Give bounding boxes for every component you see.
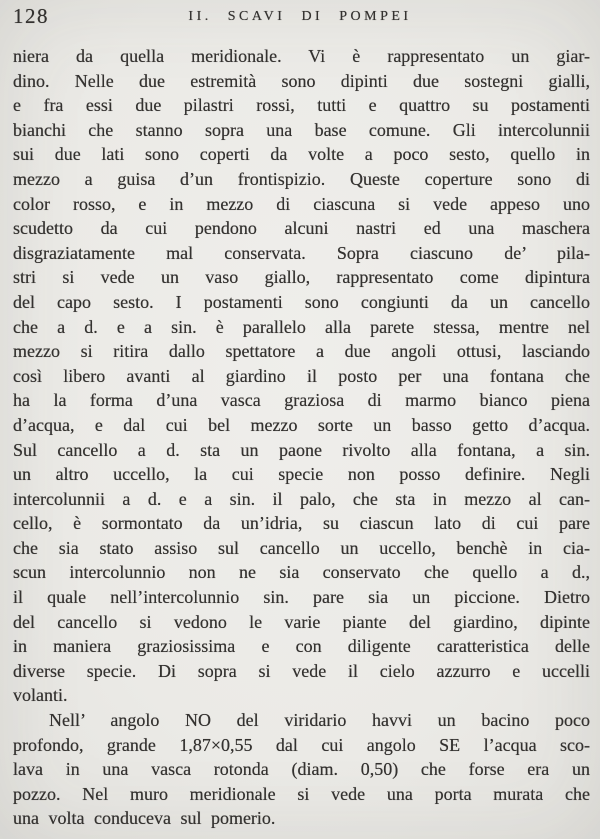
- text-line: volanti.: [13, 685, 68, 706]
- text-line: in maniera graziosissima e con diligente caratteristica delle: [13, 636, 590, 657]
- text-line: mezzo si ritira dallo spettatore a due angoli ottusi, lasciando: [13, 341, 590, 362]
- text-line: il quale nell’intercolunnio sin. pare sia un piccione. Dietro: [13, 587, 590, 608]
- paragraph-1: [13, 44, 590, 708]
- text-line: disgraziatamente mal conservata. Sopra ciascuno de’ pila-: [13, 242, 590, 263]
- text-line: così libero avanti al giardino il posto per una fontana che: [13, 365, 590, 386]
- text-line: lava in una vasca rotonda (diam. 0,50) che forse era un: [13, 759, 590, 780]
- text-line: niera da quella meridionale. Vi è rappresentato un giar-: [13, 46, 590, 66]
- body-text: [13, 44, 590, 831]
- text-line: scudetto da cui pendono alcuni nastri ed una maschera: [13, 218, 590, 239]
- text-line: sui due lati sono coperti da volte a poco sesto, quello in: [13, 144, 590, 165]
- text-line: pozzo. Nel muro meridionale si vede una porta murata che: [13, 783, 590, 804]
- text-line: un altro uccello, la cui specie non posso definire. Negli: [13, 464, 590, 485]
- page-number: 128: [13, 4, 49, 28]
- text-line: Nell’ angolo NO del viridario havvi un bacino poco: [49, 710, 590, 731]
- text-line: che sia stato assiso sul cancello un uccello, benchè in cia-: [13, 537, 590, 558]
- text-line: Sul cancello a d. sta un paone rivolto alla fontana, a sin.: [13, 439, 590, 460]
- text-line: cello, è sormontato da un’idria, su ciascun lato di cui pare: [13, 513, 590, 534]
- text-line: mezzo a guisa d’un frontispizio. Queste coperture sono di: [13, 168, 590, 189]
- text-line: e fra essi due pilastri rossi, tutti e quattro su postamenti: [13, 95, 590, 116]
- text-line: intercolunnii a d. e a sin. il palo, che sta in mezzo al can-: [13, 488, 590, 509]
- text-line: profondo, grande 1,87×0,55 dal cui angolo SE l’acqua sco-: [13, 734, 590, 755]
- text-line: stri si vede un vaso giallo, rappresentato come dipintura: [13, 267, 590, 288]
- text-line: bianchi che stanno sopra una base comune. Gli intercolunnii: [13, 119, 590, 140]
- running-title: II. SCAVI DI POMPEI: [188, 9, 412, 24]
- text-line: color rosso, e in mezzo di ciascuna si vede appeso uno: [13, 193, 590, 214]
- text-line: una volta conduceva sul pomerio.: [13, 808, 276, 829]
- text-line: del capo sesto. I postamenti sono congiunti da un cancello: [13, 291, 590, 312]
- text-line: che a d. e a sin. è parallelo alla parete stessa, mentre nel: [13, 316, 590, 337]
- text-line: ha la forma d’una vasca graziosa di marmo bianco piena: [13, 390, 590, 411]
- text-line: diverse specie. Di sopra si vede il cielo azzurro e uccelli: [13, 660, 590, 681]
- text-line: d’acqua, e dal cui bel mezzo sorte un basso getto d’acqua.: [13, 414, 590, 435]
- text-line: del cancello si vedono le varie piante del giardino, dipinte: [13, 611, 590, 632]
- paragraph-2: [13, 708, 590, 831]
- text-line: dino. Nelle due estremità sono dipinti due sostegni gialli,: [13, 70, 590, 91]
- text-line: scun intercolunnio non ne sia conservato che quello a d.,: [13, 562, 590, 583]
